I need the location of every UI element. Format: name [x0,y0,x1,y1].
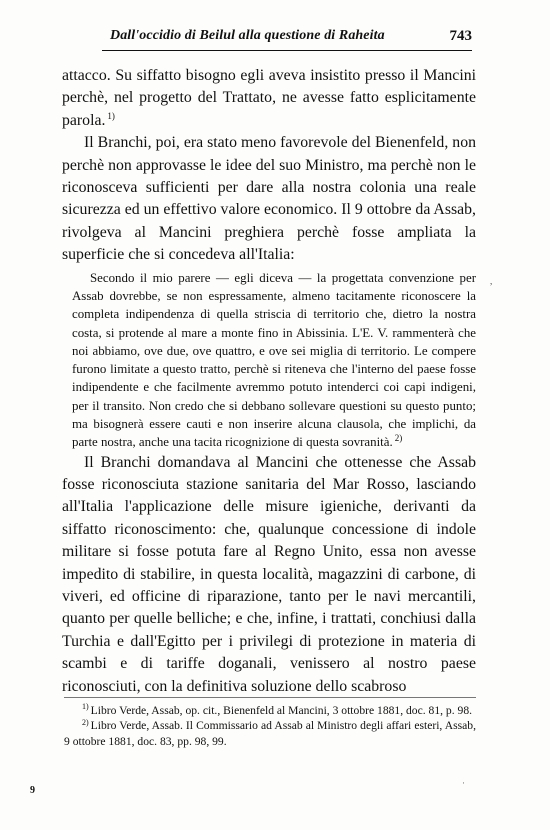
page-number: 743 [449,28,472,44]
paragraph-1-text: attacco. Su siffatto bisogno egli aveva insistito presso il Mancini perchè, nel progetto del Trattato, ne avesse fatto esplicitamente parola. [62,67,476,129]
footnote-2 [64,718,476,749]
footnote-ref-2: 2) [394,433,403,444]
paragraph-3: Il Branchi domandava al Mancini che ottenesse che Assab fosse riconosciuta stazione sanitaria del Mar Rosso, lasciando all'Italia l'applicazione delle misure igieniche, derivanti da siffatto riconoscimento: che, qualunque concessione di indole militare si fosse potuta fare al Regno Unito, essa non avesse impedito di stabilire, in questa località, magazzini di carbone, di viveri, ed officine di riparazione, tanto per le navi mercantili, quanto per quelle belliche; e che, infine, i trattati, conchiusi dalla Turchia e dall'Egitto per i privilegi di protezione in materia di scambi e di tariffe doganali, venissero al nostro paese riconosciuti, con la definitiva soluzione dello scabroso [62,453,476,695]
paragraph-2: Il Branchi, poi, era stato meno favorevole del Bienenfeld, non perchè non approvasse le idee del suo Ministro, ma perchè non le riconosceva sufficienti per dare alla nostra colonia una reale sicurezza ed un effettivo valore economico. Il 9 ottobre da Assab, rivolgeva al Mancini preghiera perchè fosse ampliata la superficie che si concedeva all'Italia: [62,134,476,264]
main-text [62,65,476,698]
footnotes [64,703,476,749]
footnote-1 [64,703,476,718]
margin-speck: · [462,778,465,788]
block-quotation [72,269,476,452]
footnote-1-number: 1) [82,702,89,712]
running-title: Dall'occidio di Beilul alla questione di Raheita [110,28,385,43]
quotation-paragraph [72,269,476,452]
header-rule [102,50,472,51]
paragraph-1 [62,65,476,132]
footnote-2-number: 2) [82,717,89,727]
page-header [110,28,472,48]
footnote-rule [64,697,476,698]
quotation-text: Secondo il mio parere — egli diceva — la progettata convenzione per Assab dovrebbe, se non espressamente, almeno tacitamente riconoscere la completa indipendenza di quella striscia di territorio che, dietro la nostra costa, si protende al mare a monte fino in Abissinia. L'E. V. rammenterà che noi abbiamo, ove due, ove quattro, e ove sei miglia di territorio. Le compere furono limitate a questo tratto, perchè si riteneva che l'interno del paese fosse indipendente e che facilmente avremmo potuto intenderci coi capi indigeni, per il transito. Non credo che si debbano sollevare questioni su questo punto; ma bisognerà essere cauti e non inserire alcuna clausola, che implichi, da parte nostra, anche una tacita ricognizione di questa sovranità. [72,270,476,450]
footnote-1-text: Libro Verde, Assab, op. cit., Bienenfeld al Mancini, 3 ottobre 1881, doc. 81, p. 98. [90,704,473,717]
footnote-2-text: Libro Verde, Assab. Il Commissario ad Assab al Ministro degli affari esteri, Assab, 9 ottobre 1881, doc. 83, pp. 98, 99. [64,719,476,748]
printer-signature-mark: 9 [30,785,35,796]
footnote-ref-1: 1) [107,110,115,121]
margin-mark: , [490,276,493,286]
